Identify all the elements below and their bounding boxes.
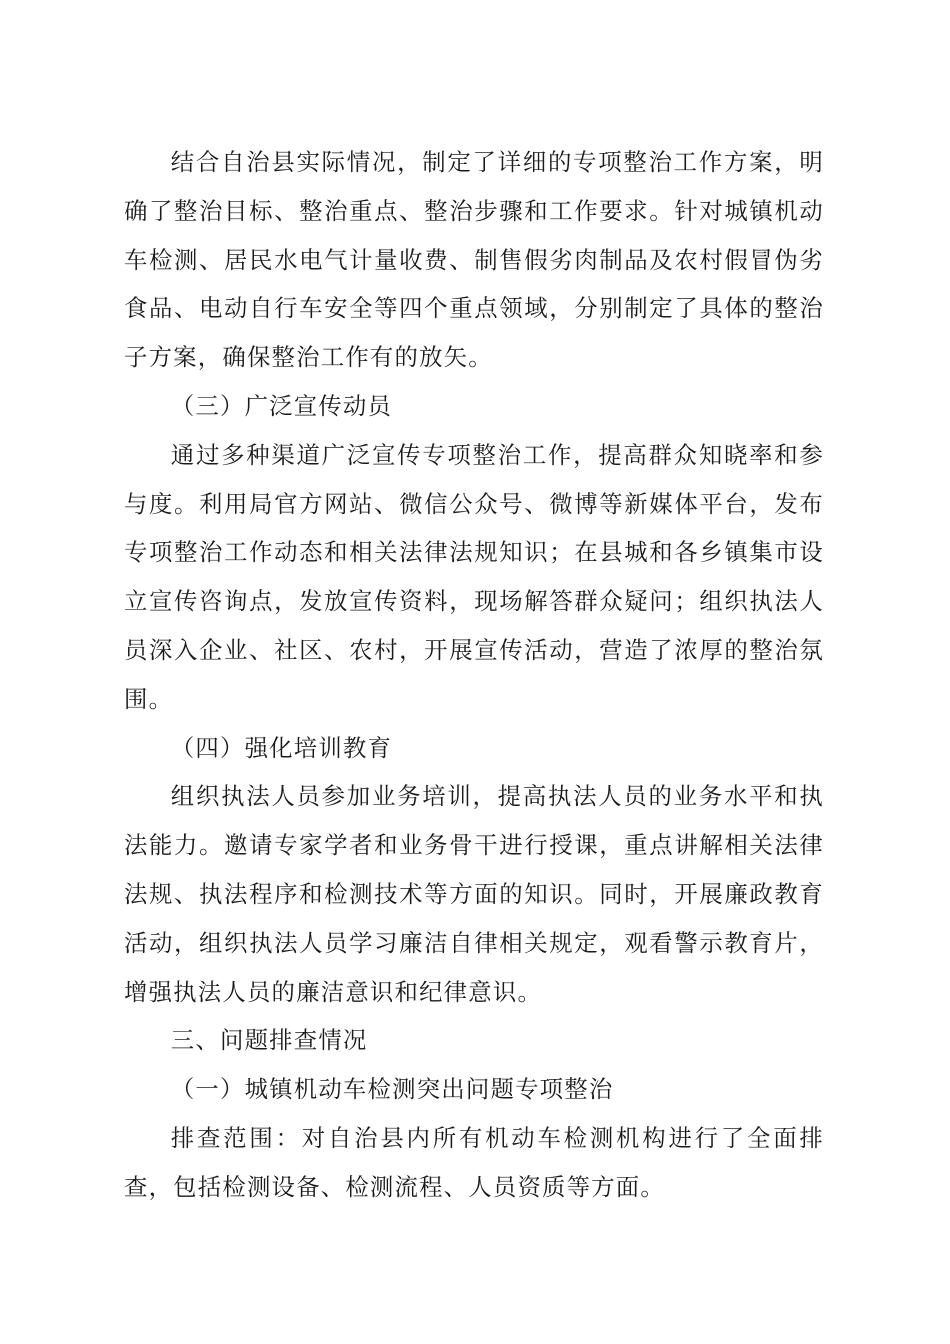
paragraph-work-plan: 结合自治县实际情况，制定了详细的专项整治工作方案，明确了整治目标、整治重点、整治步骤和工作要求。针对城镇机动车检测、居民水电气计量收费、制售假劣肉制品及农村假冒伪劣食品、电动自行车安全等四个重点领域，分别制定了具体的整治子方案，确保整治工作有的放矢。 — [124, 148, 824, 372]
subheading-publicity: （三）广泛宣传动员 — [170, 391, 393, 420]
document-body — [124, 138, 824, 1212]
subheading-training: （四）强化培训教育 — [170, 733, 393, 762]
section-heading-investigation: 三、问题排查情况 — [170, 1026, 368, 1055]
paragraph-investigation-scope: 排查范围：对自治县内所有机动车检测机构进行了全面排查，包括检测设备、检测流程、人员资质等方面。 — [124, 1123, 824, 1201]
subheading-vehicle-inspection: （一）城镇机动车检测突出问题专项整治 — [170, 1075, 614, 1104]
paragraph-publicity: 通过多种渠道广泛宣传专项整治工作，提高群众知晓率和参与度。利用局官方网站、微信公众号、微博等新媒体平台，发布专项整治工作动态和相关法律法规知识；在县城和各乡镇集市设立宣传咨询点，发放宣传资料，现场解答群众疑问；组织执法人员深入企业、社区、农村，开展宣传活动，营造了浓厚的整治氛围。 — [124, 440, 824, 713]
paragraph-training: 组织执法人员参加业务培训，提高执法人员的业务水平和执法能力。邀请专家学者和业务骨干进行授课，重点讲解相关法律法规、执法程序和检测技术等方面的知识。同时，开展廉政教育活动，组织执法人员学习廉洁自律相关规定，观看警示教育片，增强执法人员的廉洁意识和纪律意识。 — [124, 782, 824, 1006]
